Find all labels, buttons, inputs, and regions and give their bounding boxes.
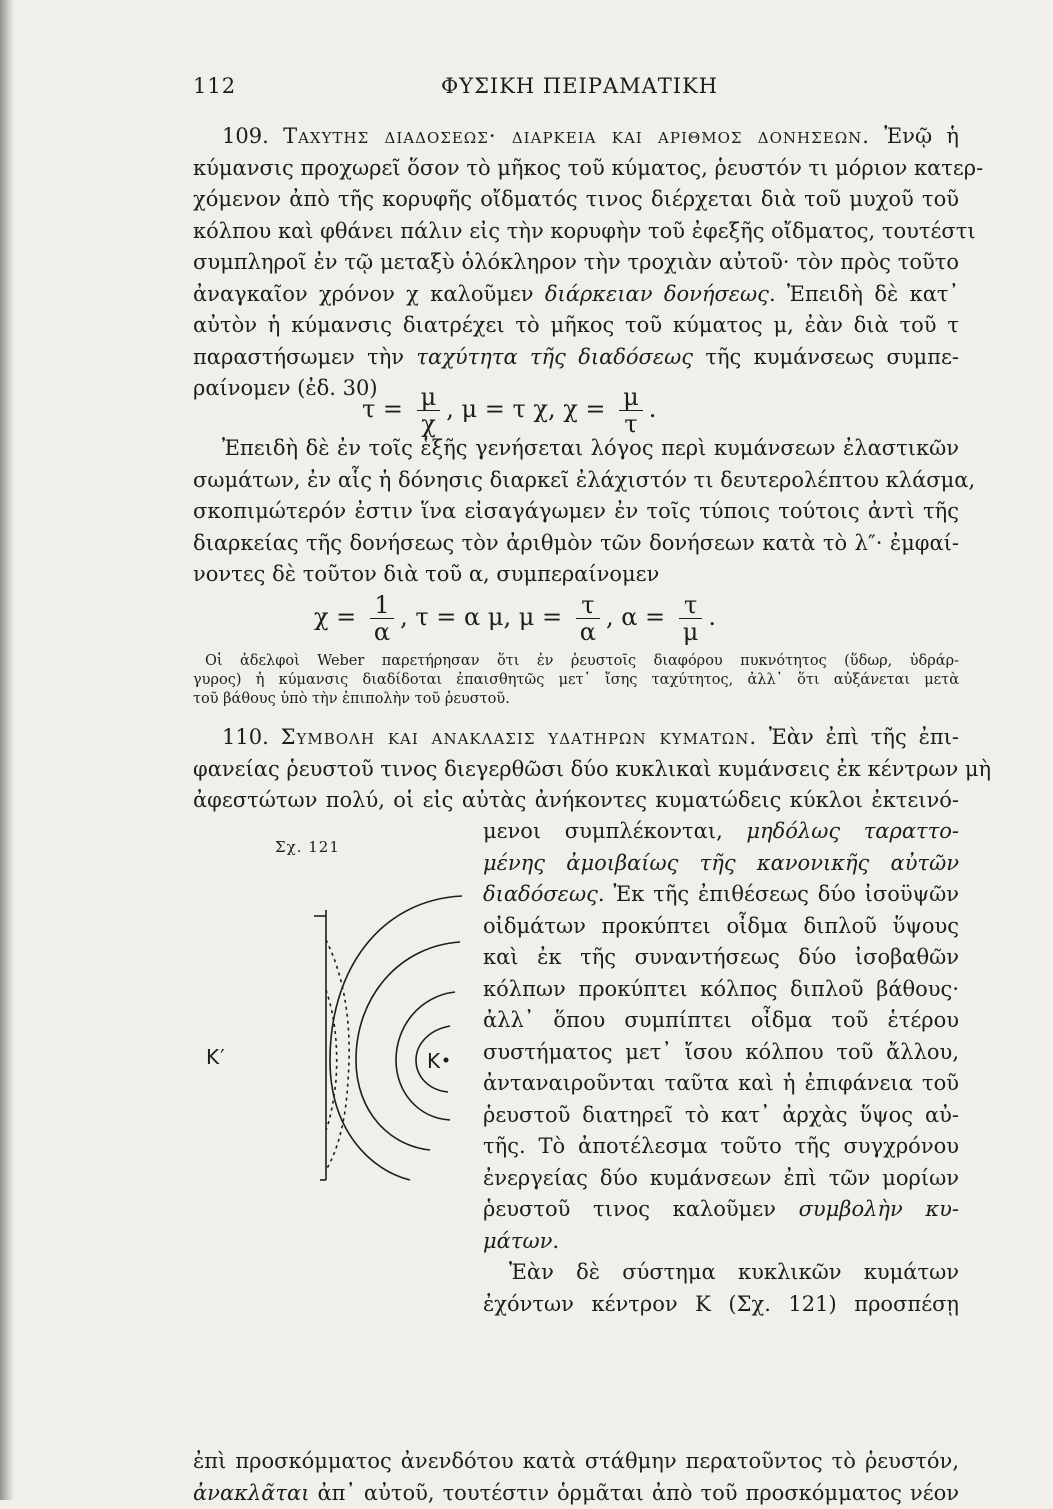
point-k-prime-label: K′: [206, 1045, 226, 1069]
section-number: 110.: [222, 725, 269, 749]
text-run: . Ἐπειδὴ δὲ κατ᾽: [769, 282, 959, 306]
text-line: ἀνταναιροῦνται ταῦτα καὶ ἡ ἐπιφάνεια τοῦ: [483, 1068, 959, 1100]
text-run: Ἐνῷ ἡ: [884, 124, 959, 148]
figure-label: Σχ. 121: [275, 838, 340, 856]
text-line: ἐνεργείας δύο κυμάνσεων ἐπὶ τῶν μορίων: [483, 1163, 959, 1195]
eq-text: χ =: [314, 603, 356, 631]
fraction: [417, 384, 441, 437]
numerator: 1: [370, 592, 394, 619]
section-number: 109.: [222, 124, 269, 148]
equation-1: [362, 384, 656, 437]
text-line: [483, 879, 959, 911]
running-title: ΦΥΣΙΚΗ ΠΕΙΡΑΜΑΤΙΚΗ: [441, 74, 718, 98]
text-line: [483, 816, 959, 848]
text-line: ἀλλ᾽ ὅπου συμπίπτει οἶδμα τοῦ ἑτέρου: [483, 1005, 959, 1037]
text-run: Ἐὰν ἐπὶ τῆς ἐπι-: [769, 725, 959, 749]
text-line: σκοπιμώτερόν ἐστιν ἵνα εἰσαγάγωμεν ἐν τοῖς τύποις τούτοις ἀντὶ τῆς: [193, 496, 959, 528]
page-number: 112: [193, 74, 236, 98]
denominator: μ: [679, 619, 703, 645]
denominator: τ: [619, 411, 643, 437]
text-line: ἀφεστώτων πολύ, οἱ εἰς αὐτὰς ἀνήκοντες κυματώδεις κύκλοι ἐκτεινό-: [193, 785, 959, 817]
text-run: . Ἐκ τῆς ἐπιθέσεως δύο ἰσοϋψῶν: [598, 882, 959, 906]
fraction: [370, 592, 394, 645]
text-line: οἰδμάτων προκύπτει οἶδμα διπλοῦ ὕψους: [483, 911, 959, 943]
text-line: φανείας ῥευστοῦ τινος διεγερθῶσι δύο κυκλικαὶ κυμάνσεις ἐκ κέντρων μὴ: [193, 754, 959, 786]
italic-term: διαδόσεως: [483, 882, 598, 906]
numerator: τ: [576, 592, 600, 619]
text-line: ῥευστοῦ διατηρεῖ τὸ κατ᾽ ἀρχὰς ὕψος αὐ-: [483, 1100, 959, 1132]
wave-crest: [330, 896, 462, 1180]
text-line: κόλπων προκύπτει κόλπος διπλοῦ βάθους·: [483, 974, 959, 1006]
text-line: ραίνομεν (ἐδ. 30): [193, 373, 959, 405]
section-heading: Ταχυτης διαδοσεως· διαρκεια και αριθμος δονησεων.: [283, 124, 870, 148]
text-run: ἀπ᾽ αὐτοῦ, τουτέστιν ὁρμᾶται ἀπὸ τοῦ προσκόμματος νέον: [317, 1481, 959, 1505]
text-run: μενοι συμπλέκονται,: [483, 819, 723, 843]
fraction: [619, 384, 643, 437]
text-line: [193, 1478, 959, 1509]
italic-term: μάτων: [483, 1229, 552, 1253]
text-line: [483, 848, 959, 880]
italic-term: ἀνακλᾶται: [193, 1481, 309, 1505]
text-run: .: [552, 1229, 559, 1253]
eq-text: .: [708, 603, 716, 631]
eq-text: τ =: [362, 395, 403, 423]
text-line: αὐτὸν ἡ κύμανσις διατρέχει τὸ μῆκος τοῦ κύματος μ, ἐὰν διὰ τοῦ τ: [193, 310, 959, 342]
text-line: Ἐπειδὴ δὲ ἐν τοῖς ἑξῆς γενήσεται λόγος περὶ κυμάνσεων ἐλαστικῶν: [193, 433, 959, 465]
text-line: ἐπὶ προσκόμματος ἀνενδότου κατὰ στάθμην περατοῦντος τὸ ῥευστόν,: [193, 1446, 959, 1478]
numerator: τ: [679, 592, 703, 619]
page-binding-edge: [0, 0, 14, 1500]
italic-term: μένης ἀμοιβαίως τῆς κανονικῆς αὐτῶν: [483, 851, 959, 875]
text-run: τῆς κυμάνσεως συμπε-: [705, 345, 959, 369]
text-line: κόλπου καὶ φθάνει πάλιν εἰς τὴν κορυφὴν τοῦ ἐφεξῆς οἴδματος, τουτέστι: [193, 216, 959, 248]
text-line: [193, 342, 959, 374]
fraction: [679, 592, 703, 645]
italic-term: διάρκειαν δονήσεως: [545, 282, 769, 306]
text-line: [483, 1226, 959, 1258]
text-run: ῥευστοῦ τινος καλοῦμεν: [483, 1197, 776, 1221]
text-line: [193, 121, 959, 153]
equation-2: [314, 592, 716, 645]
text-line: κύμανσις προχωρεῖ ὅσον τὸ μῆκος τοῦ κύματος, ῥευστόν τι μόριον κατερ-: [193, 153, 959, 185]
point-k-label: K: [427, 1049, 441, 1073]
denominator: α: [576, 619, 600, 645]
text-line: ἐχόντων κέντρον K (Σχ. 121) προσπέσῃ: [483, 1289, 959, 1321]
text-line: τῆς. Τὸ ἀποτέλεσμα τοῦτο τῆς συγχρόνου: [483, 1131, 959, 1163]
eq-text: , τ = α μ, μ =: [400, 603, 562, 631]
text-run: ἀναγκαῖον χρόνον χ καλοῦμεν: [193, 282, 534, 306]
wave-crest: [396, 992, 455, 1120]
section-109-paragraph-2: [193, 433, 959, 591]
text-line: νοντες δὲ τοῦτον διὰ τοῦ α, συμπεραίνομεν: [193, 559, 959, 591]
text-line: διαρκείας τῆς δονήσεως τὸν ἀριθμὸν τῶν δονήσεων κατὰ τὸ λ″· ἐμφαί-: [193, 528, 959, 560]
numerator: μ: [417, 384, 441, 411]
text-line: Ἐὰν δὲ σύστημα κυκλικῶν κυμάτων: [483, 1257, 959, 1289]
section-110-paragraph: [193, 722, 959, 817]
text-line: [193, 722, 959, 754]
note-line: γυρος) ἡ κύμανσις διαδίδοται ἐπαισθητῶς μετ᾽ ἴσης ταχύτητος, ἀλλ᾽ ὅτι αὐξάνεται μετὰ: [193, 671, 959, 690]
figure-121-wave-diagram: [290, 880, 480, 1200]
denominator: α: [370, 619, 394, 645]
eq-text: , α =: [606, 603, 665, 631]
note-line: Οἱ ἀδελφοὶ Weber παρετήρησαν ὅτι ἐν ῥευστοῖς διαφόρου πυκνότητος (ὕδωρ, ὑδράρ-: [193, 652, 959, 671]
text-line: σωμάτων, ἐν αἷς ἡ δόνησις διαρκεῖ ἐλάχιστόν τι δευτερολέπτου κλάσμα,: [193, 465, 959, 497]
text-line: συμπληροῖ ἐν τῷ μεταξὺ ὁλόκληρον τὴν τροχιὰν αὐτοῦ· τὸν πρὸς τοῦτο: [193, 247, 959, 279]
section-110-side-column: [483, 816, 959, 1320]
text-run: παραστήσωμεν τὴν: [193, 345, 404, 369]
section-109-paragraph: [193, 121, 959, 405]
eq-text: , μ = τ χ, χ =: [446, 395, 605, 423]
eq-text: .: [649, 395, 657, 423]
section-heading: Συμβολη και ανακλασις υδατηρων κυματων.: [281, 725, 757, 749]
italic-term: μηδόλως ταραττο-: [746, 819, 959, 843]
numerator: μ: [619, 384, 643, 411]
text-line: συστήματος μετ᾽ ἴσου κόλπου τοῦ ἄλλου,: [483, 1037, 959, 1069]
footnote: [193, 652, 959, 709]
denominator: χ: [417, 411, 441, 437]
fraction: [576, 592, 600, 645]
center-point-k: [444, 1058, 449, 1063]
text-line: καὶ ἐκ τῆς συναντήσεως δύο ἰσοβαθῶν: [483, 942, 959, 974]
text-line: [483, 1194, 959, 1226]
italic-term: συμβολὴν κυ-: [799, 1197, 959, 1221]
italic-term: ταχύτητα τῆς διαδόσεως: [416, 345, 693, 369]
text-line: [193, 279, 959, 311]
note-line: τοῦ βάθους ὑπὸ τὴν ἐπιπολὴν τοῦ ῥευστοῦ.: [193, 690, 959, 709]
text-line: χόμενον ἀπὸ τῆς κορυφῆς οἴδματός τινος διέρχεται διὰ τοῦ μυχοῦ τοῦ: [193, 184, 959, 216]
